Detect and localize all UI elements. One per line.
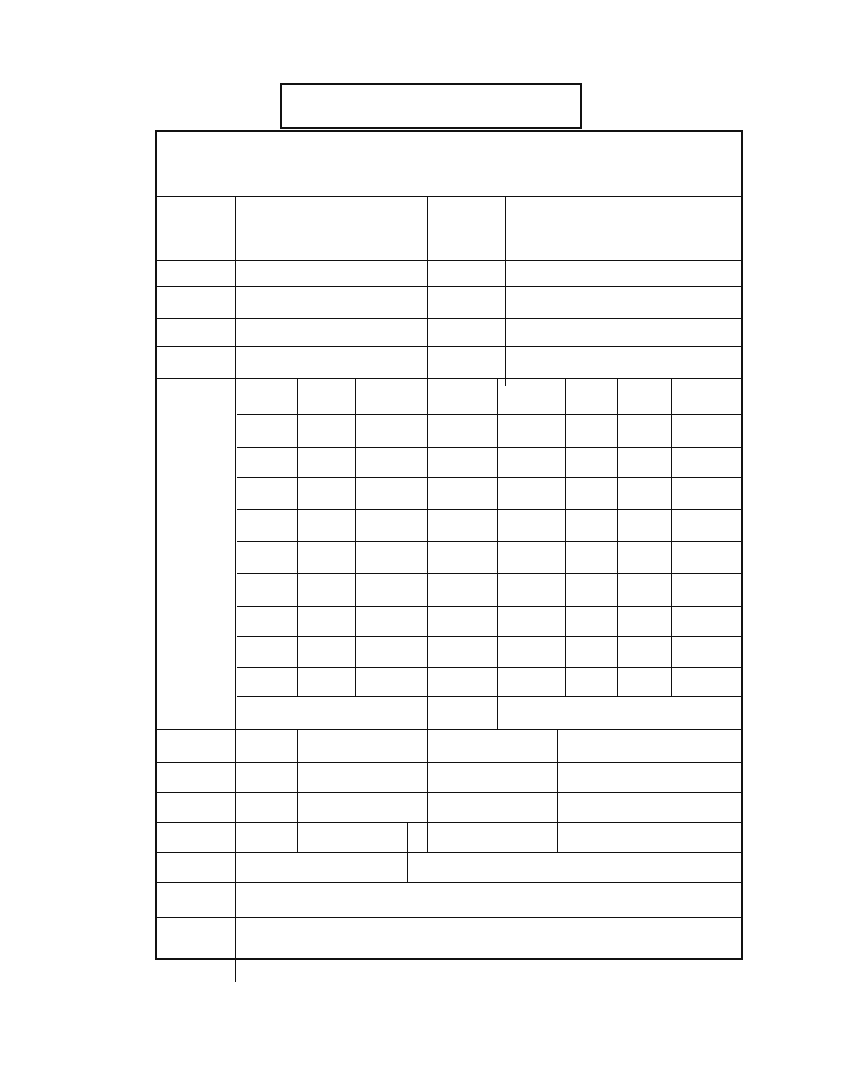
- permit-form: [155, 130, 743, 960]
- tax-notice-stamp: [280, 83, 582, 129]
